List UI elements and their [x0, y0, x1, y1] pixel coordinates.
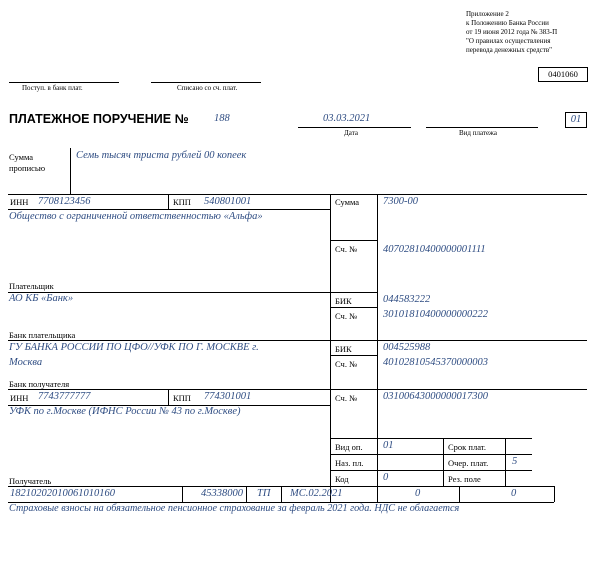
amount-words-value: Семь тысяч триста рублей 00 копеек: [76, 150, 247, 161]
amount-words-label-line: прописью: [9, 163, 46, 173]
grid-line: [8, 340, 587, 341]
payee-account: 03100643000000017300: [383, 391, 488, 402]
payer-account: 40702810400000001111: [383, 244, 486, 255]
payee-label: Получатель: [9, 476, 52, 486]
appendix-note: [466, 10, 557, 55]
grid-line: [330, 307, 377, 308]
payee-inn: 7743777777: [38, 391, 91, 402]
grid-line: [330, 454, 532, 455]
payee-bank-account: 40102810545370000003: [383, 357, 488, 368]
status-code: 01: [565, 112, 587, 128]
doc-number: 0: [415, 488, 421, 499]
grid-line: [8, 194, 587, 195]
grid-line: [8, 389, 587, 390]
payee-name: УФК по г.Москве (ИФНС России № 43 по г.Москве): [9, 406, 241, 417]
queue-label: Очер. плат.: [448, 458, 489, 468]
grid-line: [330, 438, 532, 439]
appendix-line: к Положению Банка России: [466, 19, 549, 27]
payer-kpp-label: КПП: [173, 197, 191, 207]
grid-line: [281, 486, 282, 502]
payer-label: Плательщик: [9, 281, 54, 291]
amount-words-label: [9, 152, 45, 174]
due-label: Срок плат.: [448, 442, 486, 452]
payee-account-label: Сч. №: [335, 393, 358, 403]
payment-purpose: Страховые взносы на обязательное пенсионное страхование за февраль 2021 года. НДС не облагается: [9, 503, 460, 514]
appendix-line: от 19 июня 2012 года № 383-П: [466, 28, 558, 36]
payer-inn-label: ИНН: [10, 197, 29, 207]
kbk: 18210202010061010160: [10, 488, 115, 499]
appendix-line: "О правилах осуществления: [466, 37, 551, 45]
grid-line: [8, 209, 330, 210]
doc-date: 0: [511, 488, 517, 499]
grid-line: [246, 486, 247, 502]
basis: ТП: [257, 488, 271, 499]
queue-value: 5: [512, 456, 518, 467]
payee-bank-account-label: Сч. №: [335, 359, 358, 369]
amount-words-label-line: Сумма: [9, 152, 34, 162]
order-date: 03.03.2021: [323, 113, 371, 124]
payee-bank-label: Банк получателя: [9, 379, 70, 389]
grid-line: [168, 194, 169, 209]
oktmo: 45338000: [201, 488, 243, 499]
grid-line: [554, 486, 555, 502]
order-number: 188: [214, 113, 230, 124]
grid-line: [459, 486, 460, 502]
amount-words-divider: [70, 148, 71, 194]
form-code: 0401060: [538, 67, 588, 82]
date-label: Дата: [344, 129, 358, 137]
payee-bank-name-line2: Москва: [9, 357, 43, 368]
payer-inn: 7708123456: [38, 196, 91, 207]
payee-bank-bik-label: БИК: [335, 344, 352, 354]
payment-type-label: Вид платежа: [459, 129, 498, 137]
code-label: Код: [335, 474, 349, 484]
received-line: [9, 82, 119, 83]
payer-bank-label: Банк плательщика: [9, 330, 76, 340]
code-value: 0: [383, 472, 389, 483]
payee-kpp-label: КПП: [173, 393, 191, 403]
debited-label: Списано со сч. плат.: [177, 84, 238, 92]
payer-bank-bik-label: БИК: [335, 296, 352, 306]
payee-kpp: 774301001: [204, 391, 252, 402]
date-line: [298, 127, 411, 128]
reserve-label: Рез. поле: [448, 474, 481, 484]
payer-name: Общество с ограниченной ответственностью «Альфа»: [9, 211, 263, 222]
appendix-line: Приложение 2: [466, 10, 509, 18]
appendix-line: перевода денежных средств": [466, 46, 553, 54]
page-title: ПЛАТЕЖНОЕ ПОРУЧЕНИЕ №: [9, 112, 189, 126]
op-type: 01: [383, 440, 394, 451]
purpose-code-label: Наз. пл.: [335, 458, 364, 468]
grid-line: [330, 470, 532, 471]
payment-type-line: [426, 127, 538, 128]
received-label: Поступ. в банк плат.: [22, 84, 83, 92]
payer-bank-account: 30101810400000000222: [383, 309, 488, 320]
debited-line: [151, 82, 261, 83]
grid-line: [330, 194, 331, 502]
payer-bank-name: АО КБ «Банк»: [9, 293, 74, 304]
grid-line: [377, 194, 378, 502]
payee-bank-bik: 004525988: [383, 342, 431, 353]
grid-line: [330, 240, 377, 241]
grid-line: [182, 486, 183, 502]
grid-line: [377, 486, 378, 502]
grid-line: [168, 389, 169, 405]
period: МС.02.2021: [290, 488, 343, 499]
payee-inn-label: ИНН: [10, 393, 29, 403]
sum-label: Сумма: [335, 197, 360, 207]
sum-value: 7300-00: [383, 196, 418, 207]
payer-bank-bik: 044583222: [383, 294, 431, 305]
payer-kpp: 540801001: [204, 196, 252, 207]
grid-line: [505, 438, 506, 486]
payee-bank-name-line1: ГУ БАНКА РОССИИ ПО ЦФО//УФК ПО Г. МОСКВЕ г.: [9, 342, 259, 353]
payer-bank-account-label: Сч. №: [335, 311, 358, 321]
op-type-label: Вид оп.: [335, 442, 363, 452]
grid-line: [443, 438, 444, 486]
grid-line: [330, 355, 377, 356]
payer-account-label: Сч. №: [335, 244, 358, 254]
